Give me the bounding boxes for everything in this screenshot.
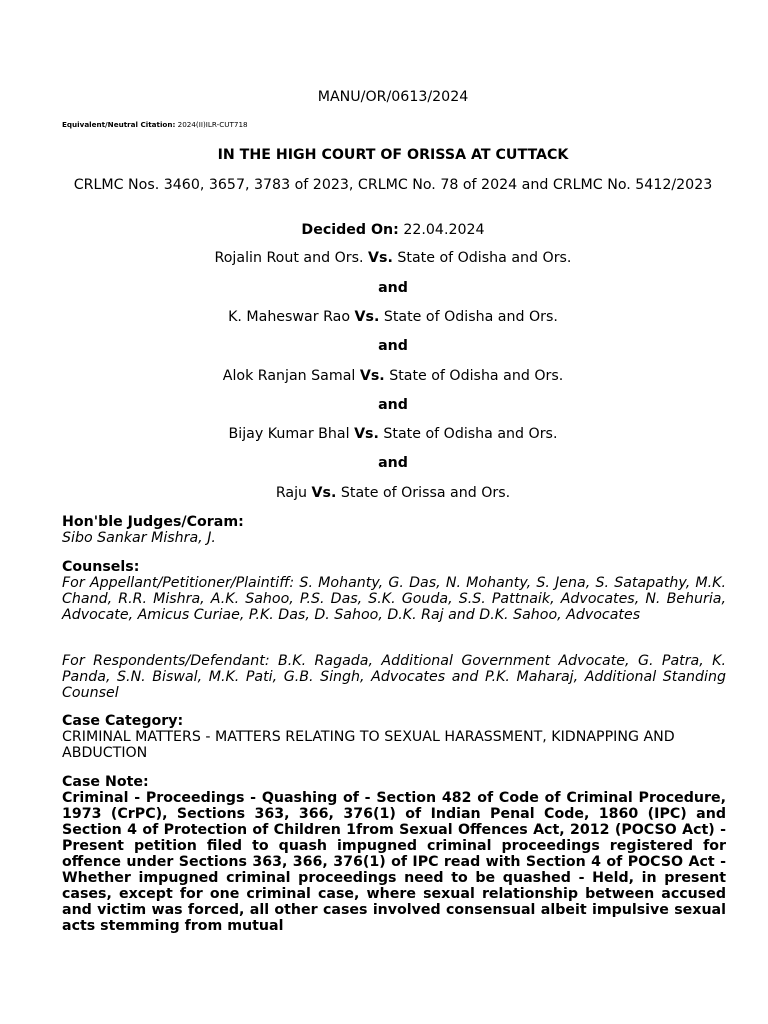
manu-citation: MANU/OR/0613/2024 — [317, 89, 469, 105]
party-line-3 — [62, 368, 724, 384]
petitioner-name: Raju — [275, 485, 308, 501]
versus-label: Vs. — [354, 309, 380, 325]
respondent-name: State of Odisha and Ors. — [397, 250, 572, 266]
case-note-text: Criminal - Proceedings - Quashing of - Section 482 of Code of Criminal Procedure, 1973 (CrPC), Sections 363, 366, 376(1) of Indian Penal Code, 1860 (IPC) and Section 4 of Protection of Children 1from Sexual Offences Act, 2012 (POCSO Act) - Present petition filed to quash impugned criminal proceedings registered for offence under Sections 363, 366, 376(1) of IPC read with Section 4 of POCSO Act - Whether impugned criminal proceedings need to be quashed - Held, in present cases, except for one criminal case, where sexual relationship between accused and victim was forced, all other cases involved consensual albeit impulsive sexual acts stemming from mutual — [62, 790, 726, 934]
party-line-5 — [62, 485, 724, 501]
neutral-citation-value: 2024(II)ILR-CUT718 — [177, 120, 248, 129]
case-note-section — [62, 774, 726, 934]
court-name: IN THE HIGH COURT OF ORISSA AT CUTTACK — [217, 147, 569, 163]
case-note-heading: Case Note: — [62, 774, 149, 790]
versus-label: Vs. — [359, 368, 385, 384]
judges-section — [62, 514, 726, 546]
party-line-2 — [62, 309, 724, 325]
versus-label: Vs. — [354, 426, 379, 442]
and-separator: and — [378, 455, 408, 471]
decided-on-date: 22.04.2024 — [403, 222, 485, 238]
case-numbers: CRLMC Nos. 3460, 3657, 3783 of 2023, CRLMC No. 78 of 2024 and CRLMC No. 5412/2023 — [73, 177, 713, 193]
category-heading: Case Category: — [62, 713, 184, 729]
and-separator: and — [378, 280, 408, 296]
respondent-name: State of Odisha and Ors. — [383, 426, 558, 442]
category-section — [62, 713, 726, 761]
neutral-citation — [62, 120, 248, 129]
respondent-counsel: For Respondents/Defendant: B.K. Ragada, Additional Government Advocate, G. Patra, K. Panda, S.N. Biswal, M.K. Pati, G.B. Singh, Advocates and P.K. Maharaj, Additional Standing Counsel — [62, 653, 726, 701]
petitioner-name: Rojalin Rout and Ors. — [214, 250, 364, 266]
and-separator: and — [378, 397, 408, 413]
party-line-4 — [62, 426, 724, 442]
decided-on — [62, 222, 724, 238]
judges-heading: Hon'ble Judges/Coram: — [62, 514, 244, 530]
and-separator: and — [378, 338, 408, 354]
party-line-1 — [62, 250, 724, 266]
counsels-section — [62, 559, 726, 623]
petitioner-name: Alok Ranjan Samal — [222, 368, 356, 384]
petitioner-name: K. Maheswar Rao — [228, 309, 350, 325]
respondent-name: State of Odisha and Ors. — [383, 309, 558, 325]
counsels-heading: Counsels: — [62, 559, 140, 575]
petitioner-name: Bijay Kumar Bhal — [228, 426, 350, 442]
appellant-counsel: For Appellant/Petitioner/Plaintiff: S. Mohanty, G. Das, N. Mohanty, S. Jena, S. Satapathy, M.K. Chand, R.R. Mishra, A.K. Sahoo, P.S. Das, S.K. Gouda, S.S. Pattnaik, Advocates, N. Behuria, Advocate, Amicus Curiae, P.K. Das, D. Sahoo, D.K. Raj and D.K. Sahoo, Advocates — [62, 575, 726, 623]
category-text: CRIMINAL MATTERS - MATTERS RELATING TO SEXUAL HARASSMENT, KIDNAPPING AND ABDUCTION — [62, 729, 675, 761]
neutral-citation-label: Equivalent/Neutral Citation: — [62, 120, 176, 129]
versus-label: Vs. — [311, 485, 337, 501]
respondent-name: State of Orissa and Ors. — [340, 485, 511, 501]
decided-on-label: Decided On: — [301, 222, 399, 238]
respondent-name: State of Odisha and Ors. — [389, 368, 564, 384]
judge-name: Sibo Sankar Mishra, J. — [62, 530, 216, 546]
versus-label: Vs. — [368, 250, 393, 266]
